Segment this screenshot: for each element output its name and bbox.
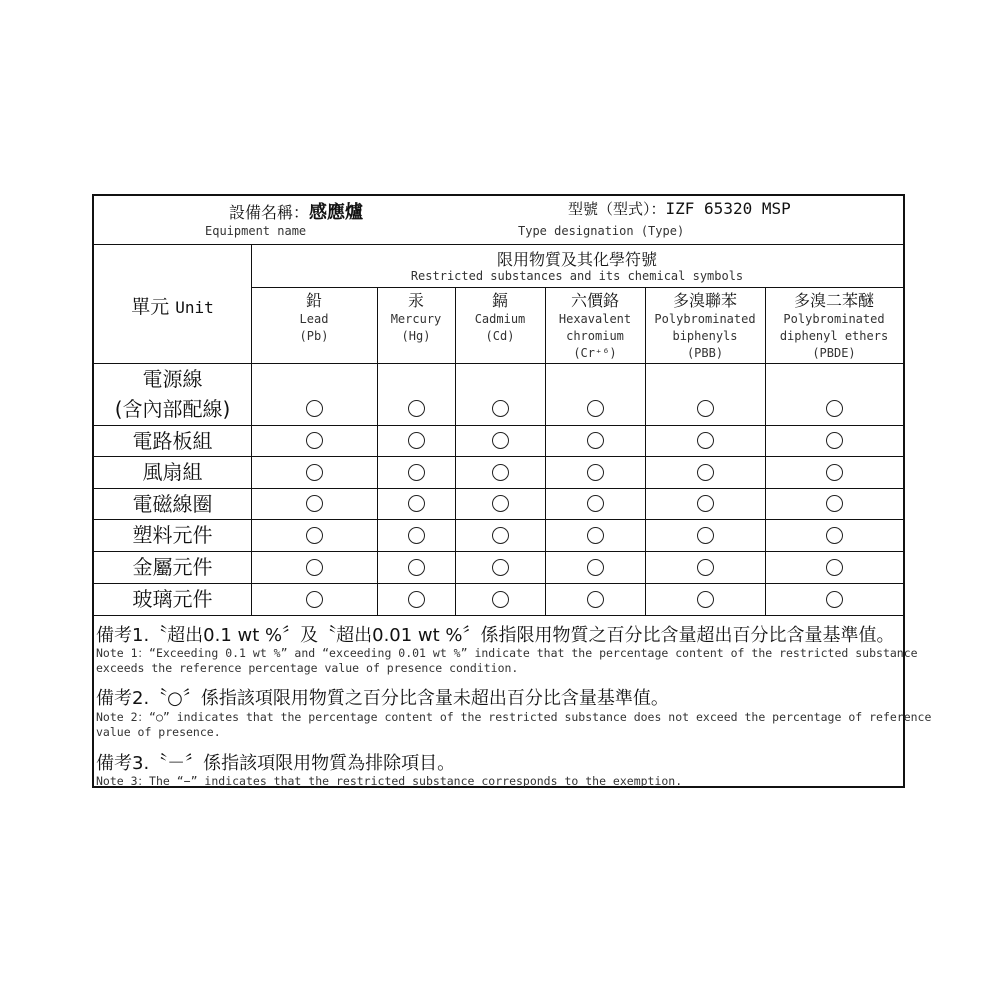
row-label <box>94 489 251 519</box>
row-label <box>94 584 251 614</box>
divider-row <box>94 615 903 616</box>
column-name-en: Polybrominated <box>654 312 756 326</box>
compliance-mark <box>408 495 425 512</box>
column-symbol: (Cr⁺⁶) <box>573 346 617 360</box>
compliance-mark <box>826 559 843 576</box>
column-name-en-2: diphenyl ethers <box>779 329 889 343</box>
column-header-6 <box>765 291 903 362</box>
note-3-zh: 備考3.〝－〞係指該項限用物質為排除項目。 <box>96 753 456 774</box>
unit-column-header <box>94 292 251 319</box>
column-header-4 <box>545 291 645 362</box>
compliance-mark <box>492 464 509 481</box>
column-symbol: (PBB) <box>686 346 724 360</box>
row-label-line1: 電路板組 <box>132 428 213 453</box>
compliance-mark <box>492 495 509 512</box>
column-name-en: Cadmium <box>474 312 526 326</box>
column-header-2 <box>377 291 455 345</box>
row-label-line1: 電源線 <box>142 367 203 391</box>
compliance-mark <box>697 559 714 576</box>
compliance-mark <box>587 527 604 544</box>
column-name-zh: 多溴二苯醚 <box>793 291 874 310</box>
compliance-mark <box>408 527 425 544</box>
column-symbol: (PBDE) <box>812 346 856 360</box>
compliance-mark <box>492 400 509 417</box>
compliance-mark <box>826 432 843 449</box>
compliance-mark <box>587 432 604 449</box>
column-symbol: (Pb) <box>299 329 329 343</box>
column-symbol: (Hg) <box>401 329 431 343</box>
compliance-mark <box>306 432 323 449</box>
compliance-mark <box>826 591 843 608</box>
compliance-mark <box>697 432 714 449</box>
compliance-mark <box>306 495 323 512</box>
compliance-mark <box>306 591 323 608</box>
group-title-en: Restricted substances and its chemical symbols <box>410 269 744 283</box>
compliance-mark <box>697 464 714 481</box>
compliance-mark <box>587 400 604 417</box>
row-label <box>94 364 251 424</box>
note-1-zh: 備考1.〝超出0.1 wt %〞及〝超出0.01 wt %〞係指限用物質之百分比含量超出百分比含量基準值。 <box>96 625 895 646</box>
compliance-mark <box>826 400 843 417</box>
compliance-mark <box>408 591 425 608</box>
column-name-en-2: biphenyls <box>672 329 738 343</box>
compliance-mark <box>697 400 714 417</box>
divider-unit-column <box>251 244 252 615</box>
compliance-mark <box>408 432 425 449</box>
compliance-mark <box>408 464 425 481</box>
column-name-en: Hexavalent <box>558 312 632 326</box>
compliance-mark <box>826 464 843 481</box>
divider-column <box>377 287 378 615</box>
equipment-name-label <box>229 198 363 224</box>
compliance-mark <box>492 591 509 608</box>
equipment-label-en: Equipment name <box>205 224 307 238</box>
unit-label-en: Unit <box>175 298 214 317</box>
row-label <box>94 426 251 456</box>
compliance-mark <box>306 400 323 417</box>
column-name-zh: 六價鉻 <box>570 291 619 310</box>
divider-column <box>545 287 546 615</box>
compliance-mark <box>408 400 425 417</box>
type-label-zh: 型號（型式）： <box>568 200 666 218</box>
divider-column <box>455 287 456 615</box>
column-symbol: (Cd) <box>485 329 515 343</box>
group-title-zh: 限用物質及其化學符號 <box>496 250 657 269</box>
note-2-zh: 備考2.〝○〞係指該項限用物質之百分比含量未超出百分比含量基準值。 <box>96 688 669 709</box>
equipment-value: 感應爐 <box>309 202 364 223</box>
compliance-mark <box>697 591 714 608</box>
equipment-label-zh: 設備名稱： <box>229 203 310 222</box>
compliance-mark <box>492 559 509 576</box>
column-name-zh: 多溴聯苯 <box>672 291 737 310</box>
column-name-en: Mercury <box>390 312 442 326</box>
column-name-zh: 汞 <box>407 291 424 310</box>
column-name-zh: 鉛 <box>305 291 322 310</box>
rohs-declaration-table <box>92 194 932 788</box>
compliance-mark <box>826 495 843 512</box>
column-header-3 <box>455 291 545 345</box>
row-label <box>94 552 251 582</box>
row-label-line1: 玻璃元件 <box>132 587 213 611</box>
row-label <box>94 457 251 487</box>
compliance-mark <box>697 495 714 512</box>
compliance-mark <box>587 591 604 608</box>
compliance-mark <box>408 559 425 576</box>
unit-label-zh: 單元 <box>131 296 170 318</box>
compliance-mark <box>306 559 323 576</box>
note-1-en-line2: exceeds the reference percentage value of presence condition. <box>96 661 519 675</box>
column-name-en: Polybrominated <box>783 312 885 326</box>
note-2-en-line1: Note 2：“○” indicates that the percentage content of the restricted substance does not exceed the percentage of reference <box>96 710 932 724</box>
note-3-en: Note 3：The “−” indicates that the restricted substance corresponds to the exemption. <box>96 774 683 788</box>
column-name-en-2: chromium <box>566 329 624 343</box>
row-label <box>94 520 251 550</box>
row-label-line2: (含內部配線) <box>114 397 231 421</box>
compliance-mark <box>587 559 604 576</box>
compliance-mark <box>826 527 843 544</box>
column-header-5 <box>645 291 765 362</box>
row-label-line1: 金屬元件 <box>132 555 213 579</box>
column-name-en: Lead <box>299 312 329 326</box>
compliance-mark <box>306 527 323 544</box>
row-label-line1: 風扇組 <box>142 460 203 484</box>
compliance-mark <box>697 527 714 544</box>
type-label-en: Type designation (Type) <box>518 224 685 238</box>
divider-group <box>251 287 903 288</box>
row-label-line1: 塑料元件 <box>132 523 213 547</box>
column-name-zh: 鎘 <box>491 291 508 310</box>
column-header-1 <box>251 291 377 345</box>
compliance-mark <box>492 432 509 449</box>
divider-column <box>765 287 766 615</box>
note-2-en-line2: value of presence. <box>96 725 221 739</box>
compliance-mark <box>587 495 604 512</box>
compliance-mark <box>492 527 509 544</box>
type-value: IZF 65320 MSP <box>665 199 791 218</box>
type-designation-label <box>568 198 791 219</box>
note-1-en-line1: Note 1：“Exceeding 0.1 wt %” and “exceeding 0.01 wt %” indicate that the percentage content of the restricted substance <box>96 646 918 660</box>
divider-column <box>645 287 646 615</box>
compliance-mark <box>306 464 323 481</box>
divider-header <box>94 244 903 245</box>
row-label-line1: 電磁線圈 <box>132 491 213 516</box>
compliance-mark <box>587 464 604 481</box>
